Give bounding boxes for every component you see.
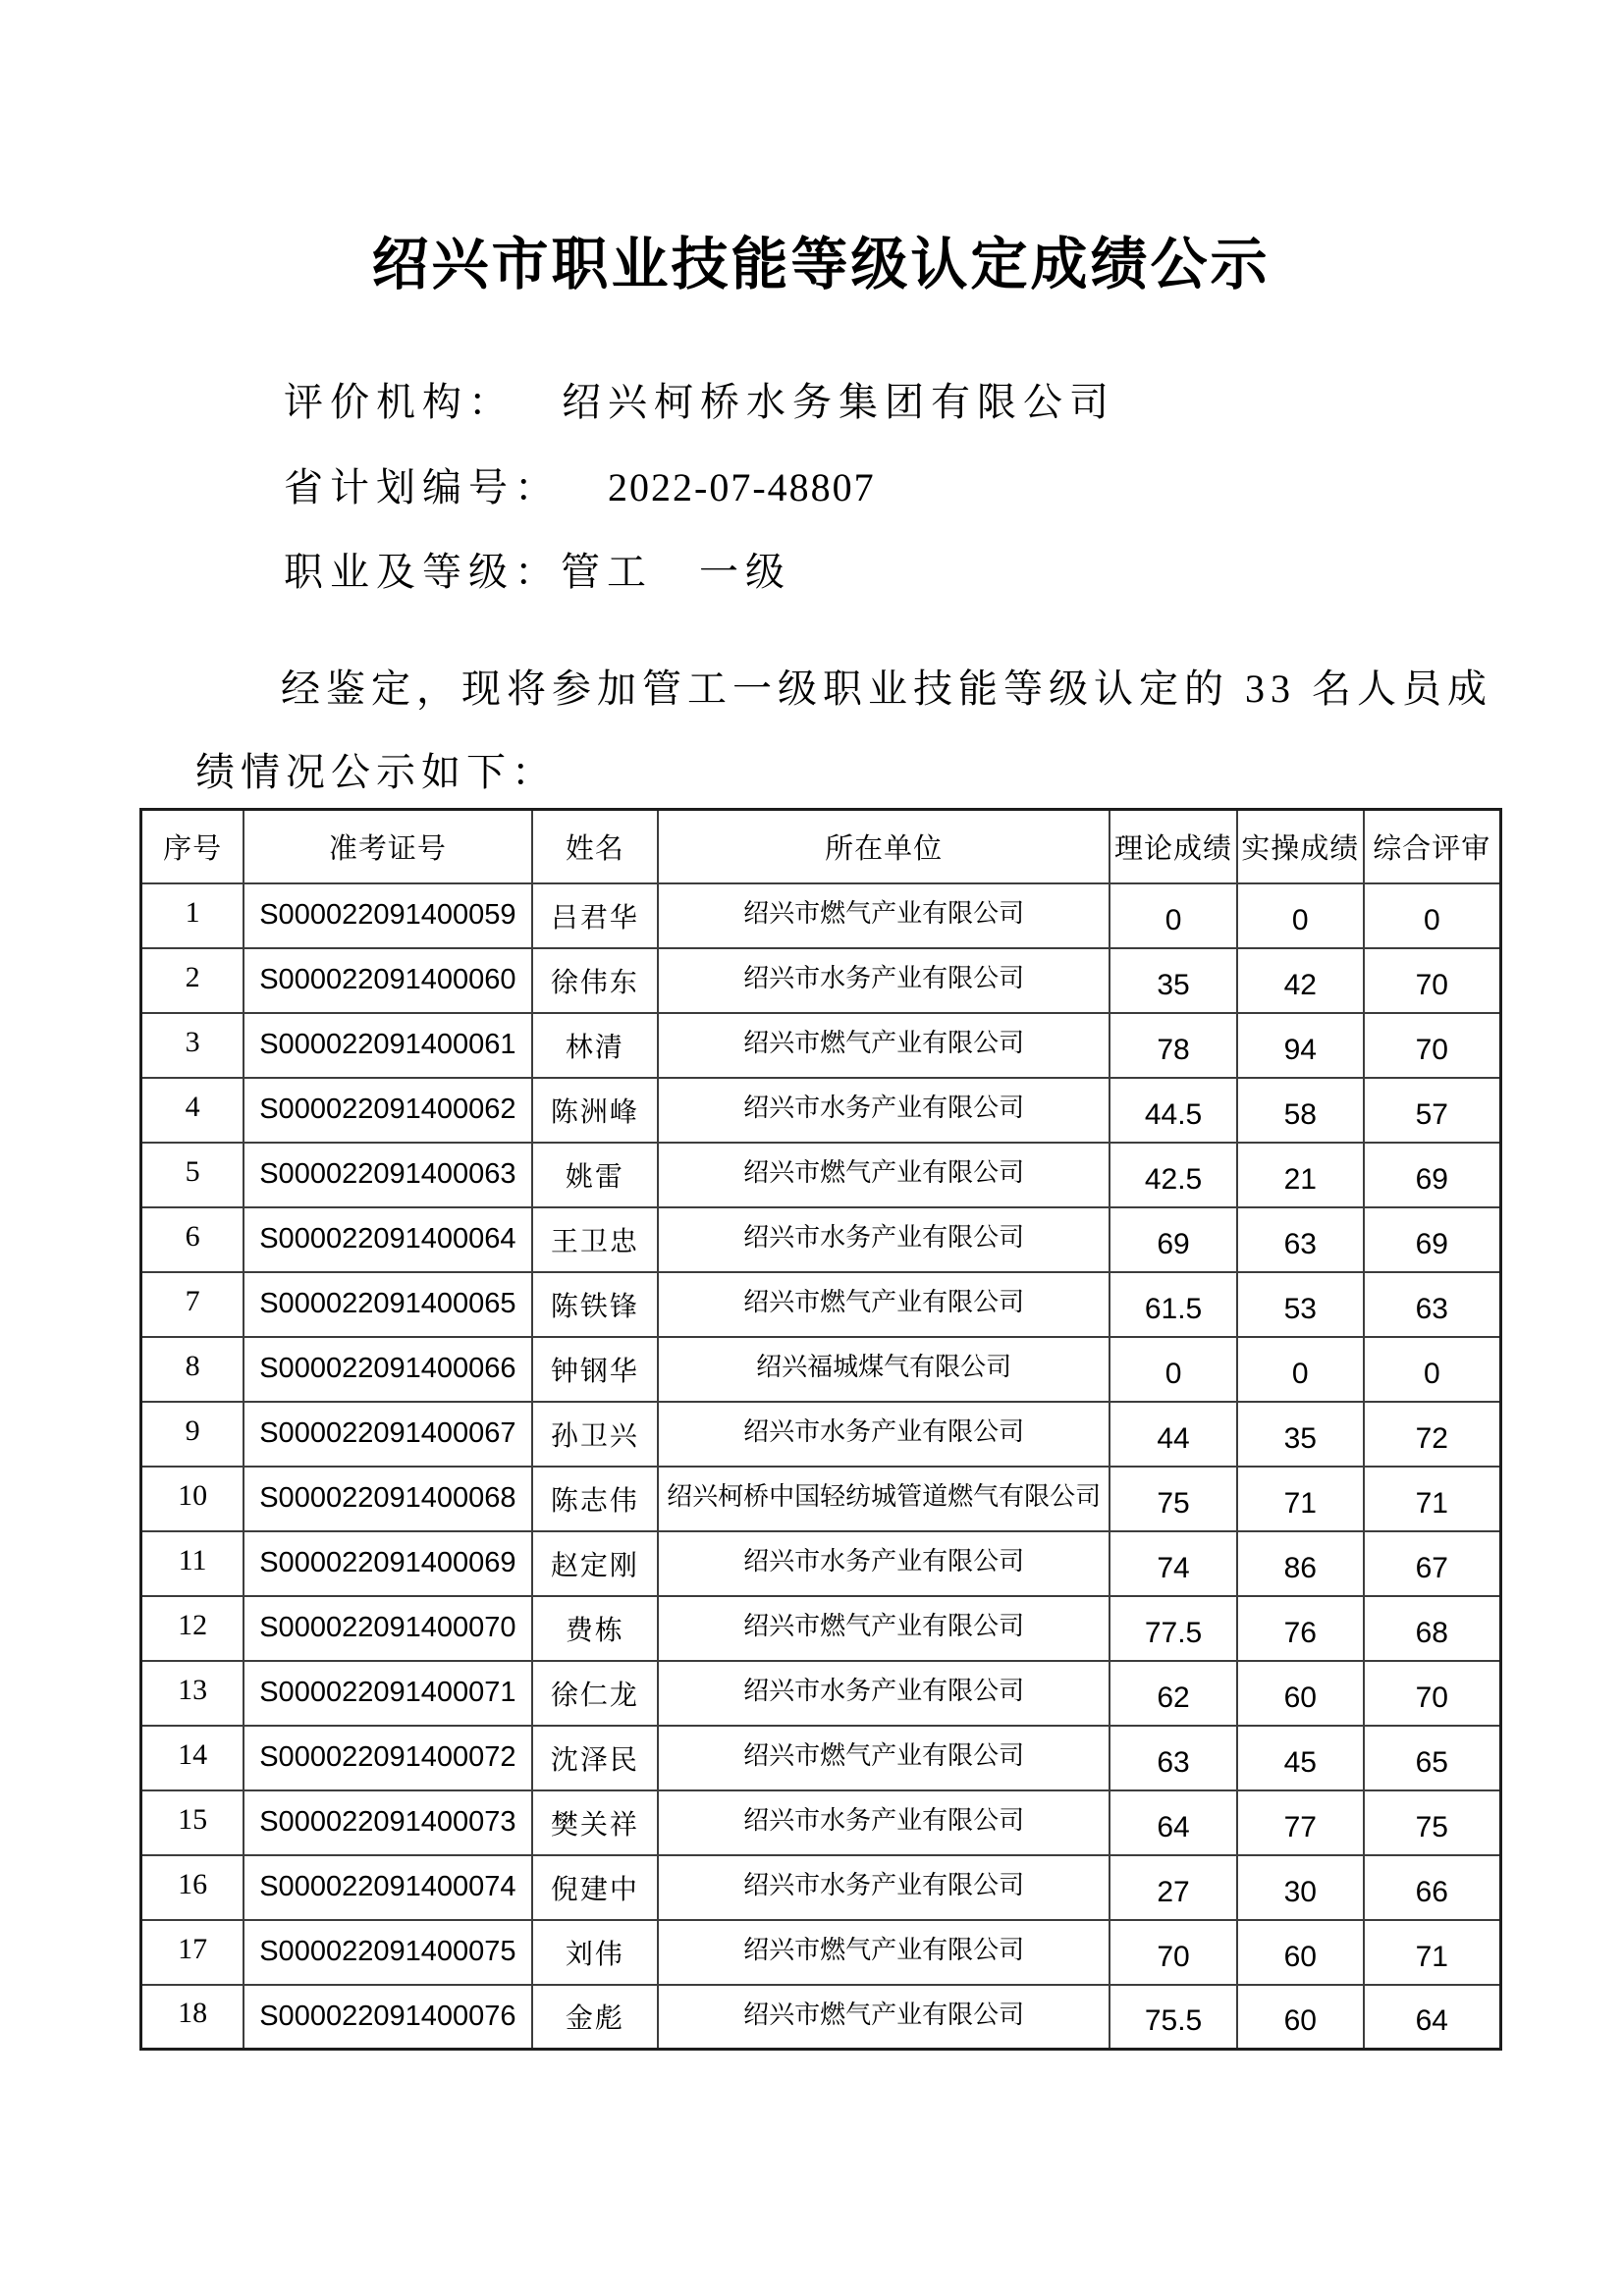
table-row xyxy=(141,1402,1501,1467)
cell-org: 绍兴福城煤气有限公司 xyxy=(658,1337,1110,1402)
cell-org: 绍兴市燃气产业有限公司 xyxy=(658,1013,1110,1078)
cell-name: 姚雷 xyxy=(532,1143,659,1207)
cell-name: 赵定刚 xyxy=(532,1531,659,1596)
table-row xyxy=(141,1855,1501,1920)
cell-practical: 86 xyxy=(1237,1531,1364,1596)
table-header-row xyxy=(141,810,1501,883)
cell-review: 69 xyxy=(1364,1143,1501,1207)
cell-id: S000022091400066 xyxy=(244,1337,531,1402)
cell-org: 绍兴市燃气产业有限公司 xyxy=(658,1143,1110,1207)
cell-theory: 44 xyxy=(1110,1402,1237,1467)
column-header-seq: 序号 xyxy=(141,810,244,883)
agency-label: 评价机构： xyxy=(284,380,514,424)
cell-name: 金彪 xyxy=(532,1985,659,2050)
column-header-review: 综合评审 xyxy=(1364,810,1501,883)
cell-id: S000022091400067 xyxy=(244,1402,531,1467)
cell-theory: 69 xyxy=(1110,1207,1237,1272)
cell-name: 徐仁龙 xyxy=(532,1661,659,1726)
cell-theory: 75.5 xyxy=(1110,1985,1237,2050)
cell-org: 绍兴市水务产业有限公司 xyxy=(658,1661,1110,1726)
cell-id: S000022091400061 xyxy=(244,1013,531,1078)
info-line-agency xyxy=(284,371,1115,427)
table-row xyxy=(141,1790,1501,1855)
cell-id: S000022091400070 xyxy=(244,1596,531,1661)
cell-name: 吕君华 xyxy=(532,883,659,948)
cell-practical: 53 xyxy=(1237,1272,1364,1337)
cell-theory: 78 xyxy=(1110,1013,1237,1078)
cell-no: 9 xyxy=(141,1402,244,1467)
cell-id: S000022091400060 xyxy=(244,948,531,1013)
table-row xyxy=(141,1726,1501,1790)
cell-no: 6 xyxy=(141,1207,244,1272)
cell-practical: 94 xyxy=(1237,1013,1364,1078)
cell-review: 71 xyxy=(1364,1920,1501,1985)
column-header-practical: 实操成绩 xyxy=(1237,810,1364,883)
cell-org: 绍兴市水务产业有限公司 xyxy=(658,948,1110,1013)
cell-id: S000022091400075 xyxy=(244,1920,531,1985)
cell-theory: 61.5 xyxy=(1110,1272,1237,1337)
cell-theory: 35 xyxy=(1110,948,1237,1013)
cell-org: 绍兴市水务产业有限公司 xyxy=(658,1207,1110,1272)
cell-no: 5 xyxy=(141,1143,244,1207)
page-title: 绍兴市职业技能等级认定成绩公示 xyxy=(371,233,1271,296)
cell-org: 绍兴市燃气产业有限公司 xyxy=(658,883,1110,948)
cell-practical: 0 xyxy=(1237,883,1364,948)
cell-org: 绍兴市燃气产业有限公司 xyxy=(658,1985,1110,2050)
cell-no: 17 xyxy=(141,1920,244,1985)
cell-name: 林清 xyxy=(532,1013,659,1078)
table-row xyxy=(141,1013,1501,1078)
column-header-theory: 理论成绩 xyxy=(1110,810,1237,883)
cell-review: 69 xyxy=(1364,1207,1501,1272)
table-row xyxy=(141,1207,1501,1272)
cell-no: 4 xyxy=(141,1078,244,1143)
cell-no: 14 xyxy=(141,1726,244,1790)
cell-no: 10 xyxy=(141,1467,244,1531)
cell-no: 2 xyxy=(141,948,244,1013)
cell-practical: 0 xyxy=(1237,1337,1364,1402)
cell-practical: 30 xyxy=(1237,1855,1364,1920)
body-paragraph-line-1: 经鉴定，现将参加管工一级职业技能等级认定的 33 名人员成 xyxy=(281,667,1492,711)
cell-theory: 74 xyxy=(1110,1531,1237,1596)
cell-id: S000022091400062 xyxy=(244,1078,531,1143)
table-row xyxy=(141,883,1501,948)
cell-practical: 77 xyxy=(1237,1790,1364,1855)
cell-name: 沈泽民 xyxy=(532,1726,659,1790)
cell-id: S000022091400063 xyxy=(244,1143,531,1207)
cell-no: 16 xyxy=(141,1855,244,1920)
table-row xyxy=(141,1143,1501,1207)
cell-review: 65 xyxy=(1364,1726,1501,1790)
cell-theory: 62 xyxy=(1110,1661,1237,1726)
cell-review: 68 xyxy=(1364,1596,1501,1661)
cell-theory: 64 xyxy=(1110,1790,1237,1855)
cell-practical: 60 xyxy=(1237,1985,1364,2050)
cell-no: 7 xyxy=(141,1272,244,1337)
cell-review: 0 xyxy=(1364,1337,1501,1402)
cell-practical: 35 xyxy=(1237,1402,1364,1467)
cell-id: S000022091400068 xyxy=(244,1467,531,1531)
cell-id: S000022091400064 xyxy=(244,1207,531,1272)
cell-review: 67 xyxy=(1364,1531,1501,1596)
cell-no: 15 xyxy=(141,1790,244,1855)
cell-id: S000022091400059 xyxy=(244,883,531,948)
cell-name: 费栋 xyxy=(532,1596,659,1661)
cell-practical: 45 xyxy=(1237,1726,1364,1790)
cell-theory: 44.5 xyxy=(1110,1078,1237,1143)
cell-org: 绍兴市水务产业有限公司 xyxy=(658,1531,1110,1596)
cell-org: 绍兴市水务产业有限公司 xyxy=(658,1402,1110,1467)
cell-review: 70 xyxy=(1364,948,1501,1013)
scores-table xyxy=(139,808,1502,2051)
table-row xyxy=(141,1272,1501,1337)
cell-theory: 0 xyxy=(1110,1337,1237,1402)
cell-name: 钟钢华 xyxy=(532,1337,659,1402)
cell-id: S000022091400072 xyxy=(244,1726,531,1790)
cell-org: 绍兴柯桥中国轻纺城管道燃气有限公司 xyxy=(658,1467,1110,1531)
cell-name: 陈洲峰 xyxy=(532,1078,659,1143)
cell-review: 71 xyxy=(1364,1467,1501,1531)
info-line-plan-number xyxy=(284,456,876,512)
cell-theory: 70 xyxy=(1110,1920,1237,1985)
cell-no: 12 xyxy=(141,1596,244,1661)
cell-review: 63 xyxy=(1364,1272,1501,1337)
cell-review: 72 xyxy=(1364,1402,1501,1467)
cell-name: 孙卫兴 xyxy=(532,1402,659,1467)
cell-org: 绍兴市水务产业有限公司 xyxy=(658,1790,1110,1855)
cell-org: 绍兴市燃气产业有限公司 xyxy=(658,1596,1110,1661)
cell-review: 75 xyxy=(1364,1790,1501,1855)
cell-review: 70 xyxy=(1364,1013,1501,1078)
column-header-name: 姓名 xyxy=(532,810,659,883)
table-row xyxy=(141,948,1501,1013)
cell-review: 0 xyxy=(1364,883,1501,948)
column-header-org: 所在单位 xyxy=(658,810,1110,883)
cell-practical: 21 xyxy=(1237,1143,1364,1207)
table-row xyxy=(141,1337,1501,1402)
table-row xyxy=(141,1596,1501,1661)
cell-no: 18 xyxy=(141,1985,244,2050)
table-row xyxy=(141,1661,1501,1726)
occupation-label: 职业及等级： xyxy=(284,550,561,594)
cell-practical: 71 xyxy=(1237,1467,1364,1531)
cell-name: 陈志伟 xyxy=(532,1467,659,1531)
cell-practical: 76 xyxy=(1237,1596,1364,1661)
cell-id: S000022091400065 xyxy=(244,1272,531,1337)
cell-no: 13 xyxy=(141,1661,244,1726)
cell-review: 66 xyxy=(1364,1855,1501,1920)
body-paragraph-line-2: 绩情况公示如下： xyxy=(195,750,557,794)
cell-id: S000022091400071 xyxy=(244,1661,531,1726)
cell-org: 绍兴市水务产业有限公司 xyxy=(658,1855,1110,1920)
cell-org: 绍兴市燃气产业有限公司 xyxy=(658,1726,1110,1790)
agency-value: 绍兴柯桥水务集团有限公司 xyxy=(562,380,1115,424)
cell-name: 樊关祥 xyxy=(532,1790,659,1855)
cell-name: 陈铁锋 xyxy=(532,1272,659,1337)
cell-name: 王卫忠 xyxy=(532,1207,659,1272)
cell-practical: 42 xyxy=(1237,948,1364,1013)
cell-theory: 75 xyxy=(1110,1467,1237,1531)
cell-name: 徐伟东 xyxy=(532,948,659,1013)
table-row xyxy=(141,1531,1501,1596)
cell-no: 3 xyxy=(141,1013,244,1078)
cell-practical: 60 xyxy=(1237,1920,1364,1985)
cell-org: 绍兴市水务产业有限公司 xyxy=(658,1078,1110,1143)
cell-theory: 42.5 xyxy=(1110,1143,1237,1207)
cell-id: S000022091400073 xyxy=(244,1790,531,1855)
cell-id: S000022091400076 xyxy=(244,1985,531,2050)
occupation-value: 管工 一级 xyxy=(561,550,791,594)
cell-theory: 27 xyxy=(1110,1855,1237,1920)
info-line-occupation xyxy=(284,541,791,597)
cell-theory: 63 xyxy=(1110,1726,1237,1790)
cell-no: 11 xyxy=(141,1531,244,1596)
cell-no: 8 xyxy=(141,1337,244,1402)
cell-practical: 63 xyxy=(1237,1207,1364,1272)
plan-number-label: 省计划编号： xyxy=(284,465,561,509)
plan-number-value: 2022-07-48807 xyxy=(608,465,876,509)
column-header-id: 准考证号 xyxy=(244,810,531,883)
cell-id: S000022091400074 xyxy=(244,1855,531,1920)
cell-no: 1 xyxy=(141,883,244,948)
cell-org: 绍兴市燃气产业有限公司 xyxy=(658,1920,1110,1985)
cell-theory: 0 xyxy=(1110,883,1237,948)
cell-practical: 58 xyxy=(1237,1078,1364,1143)
table-row xyxy=(141,1920,1501,1985)
table-row xyxy=(141,1985,1501,2050)
table-row xyxy=(141,1078,1501,1143)
cell-id: S000022091400069 xyxy=(244,1531,531,1596)
cell-name: 刘伟 xyxy=(532,1920,659,1985)
cell-practical: 60 xyxy=(1237,1661,1364,1726)
table-row xyxy=(141,1467,1501,1531)
cell-name: 倪建中 xyxy=(532,1855,659,1920)
cell-org: 绍兴市燃气产业有限公司 xyxy=(658,1272,1110,1337)
cell-theory: 77.5 xyxy=(1110,1596,1237,1661)
cell-review: 64 xyxy=(1364,1985,1501,2050)
cell-review: 70 xyxy=(1364,1661,1501,1726)
cell-review: 57 xyxy=(1364,1078,1501,1143)
